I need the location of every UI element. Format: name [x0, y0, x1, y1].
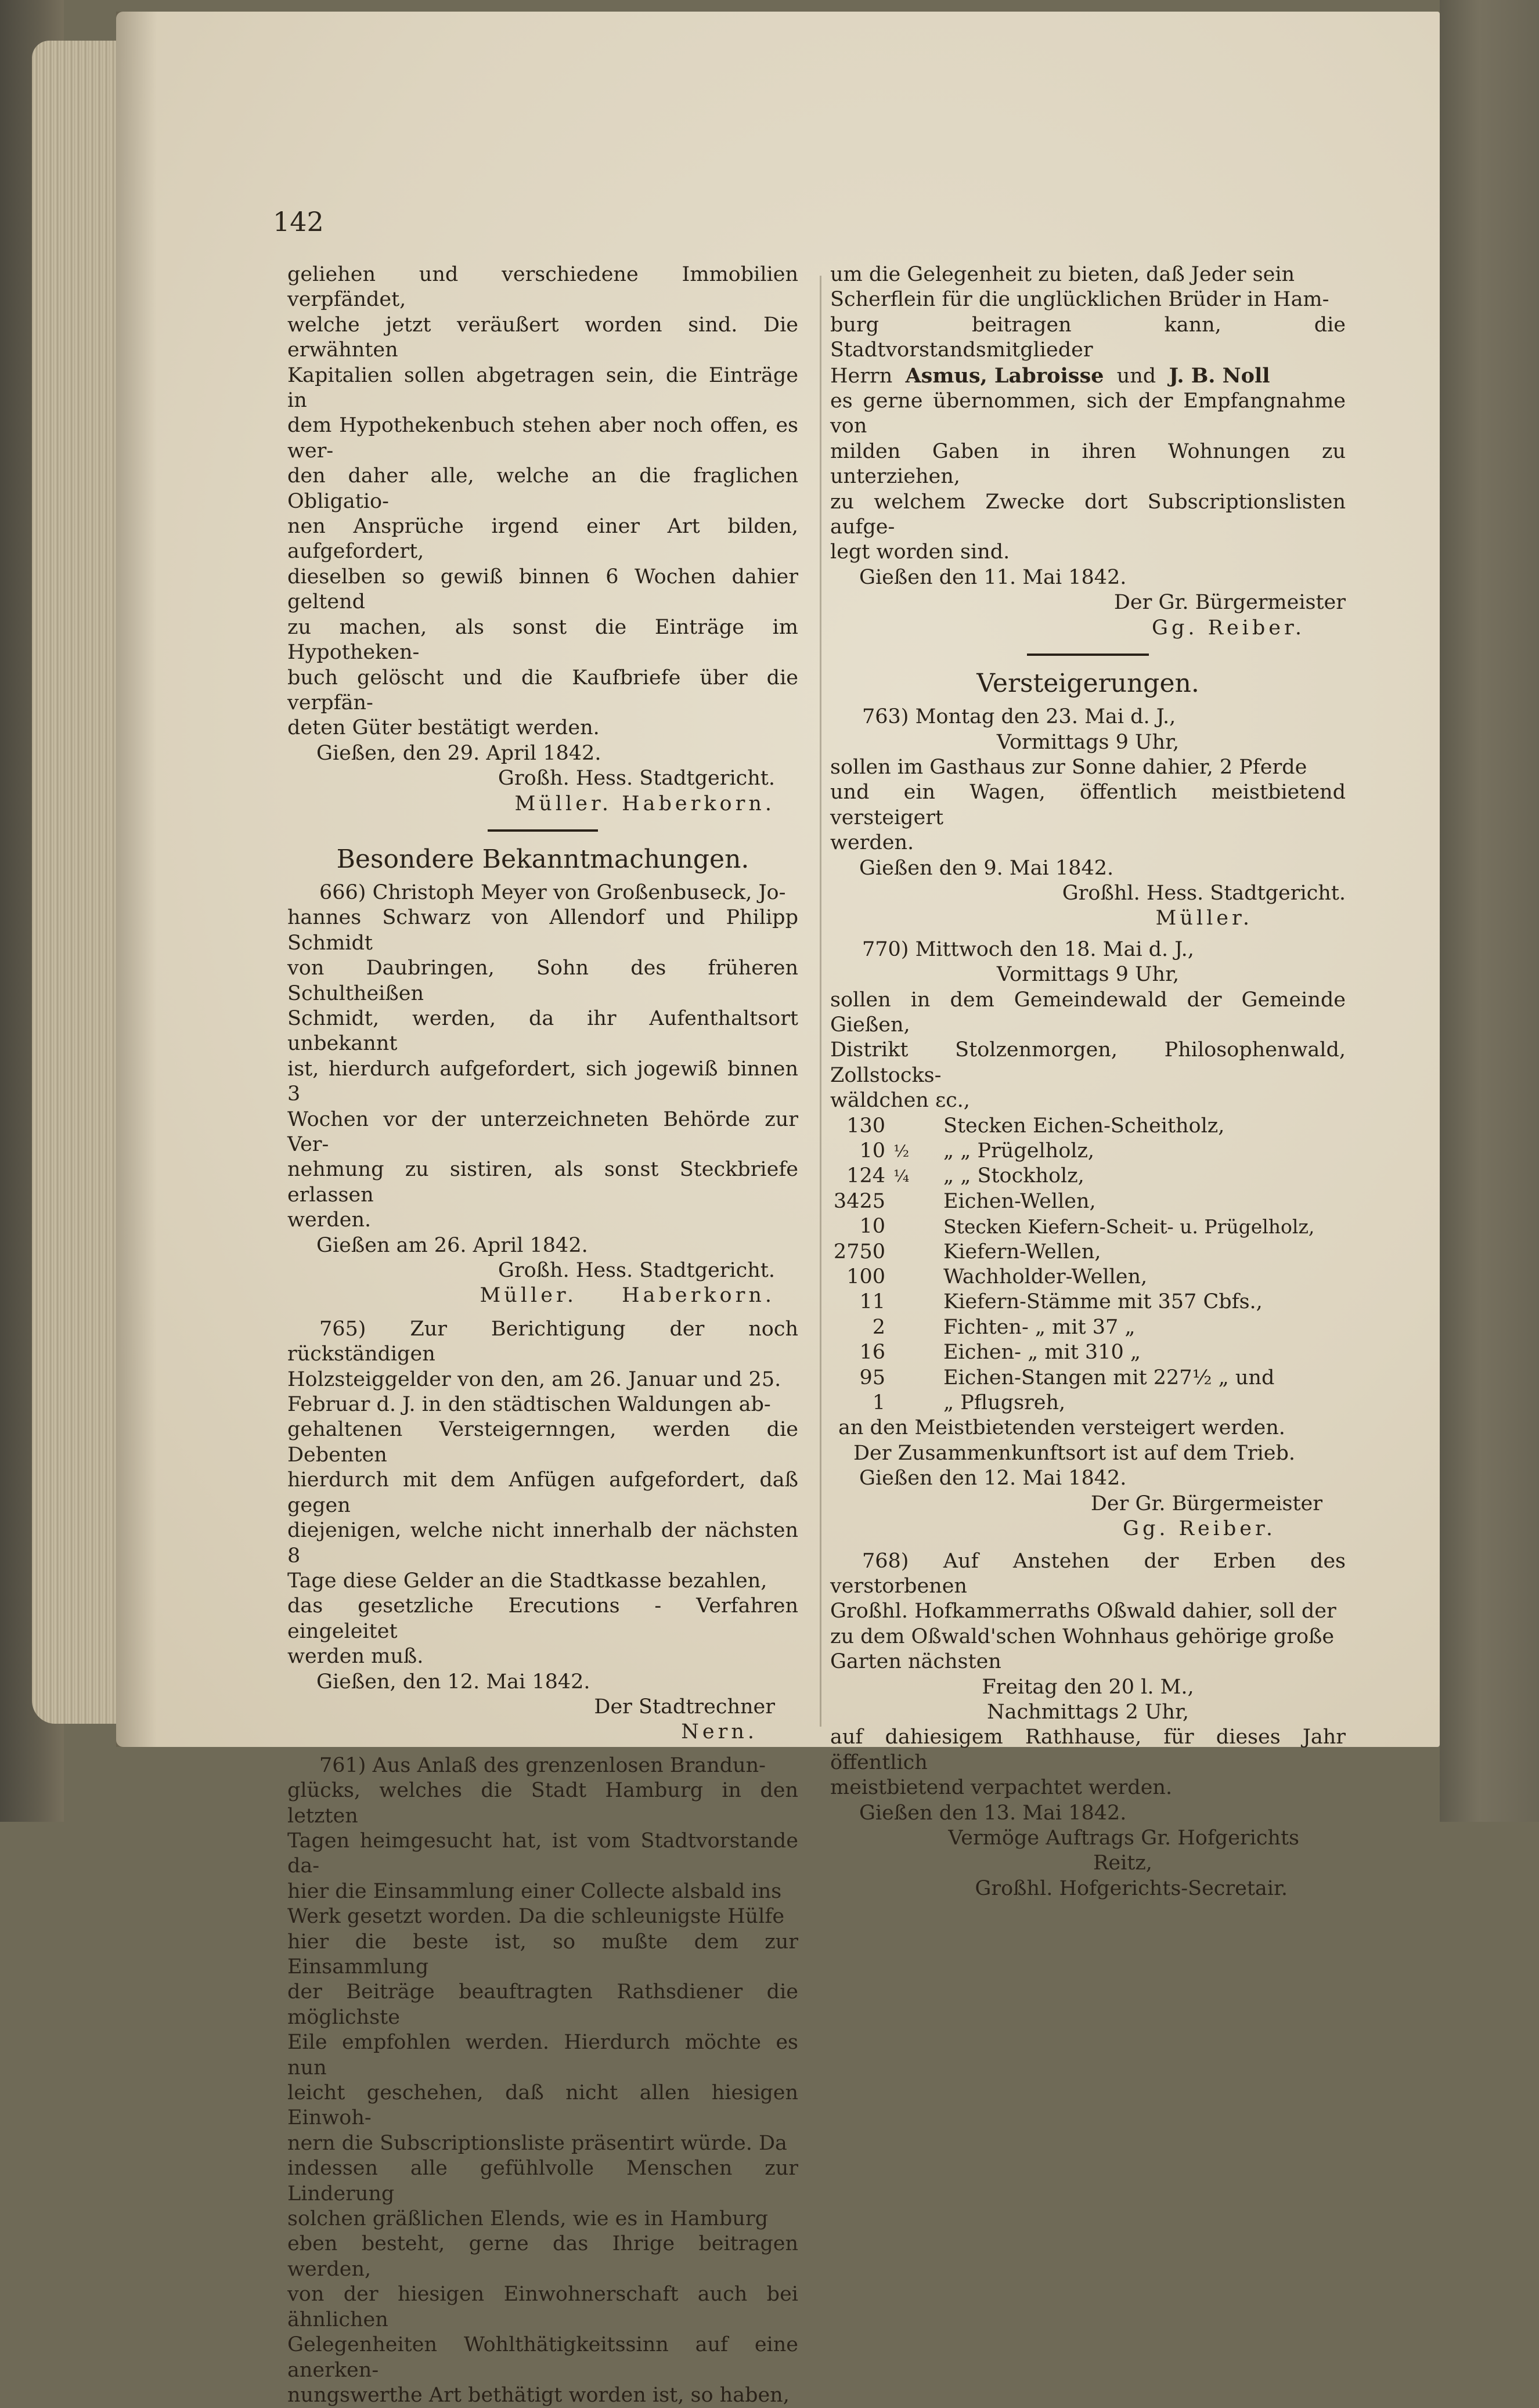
text-line: und ein Wagen, öffentlich meistbietend versteigert — [830, 781, 1346, 829]
text-line: Garten nächsten — [830, 1650, 1001, 1674]
notice-date: Gießen den 11. Mai 1842. — [859, 565, 1127, 589]
timber-item: Kiefern-Wellen, — [943, 1240, 1101, 1263]
timber-quantity: 124 — [846, 1164, 885, 1188]
text-line — [830, 363, 1346, 389]
notice-666 — [287, 880, 798, 1309]
text-line: zu machen, als sonst die Einträge im Hypotheken- — [287, 615, 798, 665]
text-line: gehaltenen Versteigernngen, werden die Debenten — [287, 1418, 798, 1467]
timber-fraction: ¼ — [893, 1167, 910, 1186]
timber-quantity: 11 — [859, 1290, 885, 1314]
text-line: glücks, welches die Stadt Hamburg in den letzten — [287, 1779, 798, 1828]
notice-date: Gießen am 26. April 1842. — [316, 1233, 588, 1257]
timber-item: „ „ Stockholz, — [943, 1164, 1084, 1188]
text-line: Schmidt, werden, da ihr Aufenthaltsort unbekannt — [287, 1006, 798, 1056]
notice-765 — [287, 1317, 798, 1745]
notice-signature-name: Müller. — [1155, 907, 1253, 930]
column-divider — [820, 276, 821, 1727]
notice-770 — [830, 937, 1346, 1542]
timber-item: Kiefern-Stämme mit 357 Cbfs., — [943, 1290, 1263, 1314]
text-line: Vormittags 9 Uhr, — [996, 963, 1180, 987]
text-line: zu dem Oßwald'schen Wohnhaus gehörige große — [830, 1624, 1335, 1648]
text-line: Eile empfohlen werden. Hierdurch möchte es nun — [287, 2031, 798, 2080]
timber-fraction — [893, 1189, 935, 1214]
timber-item: Eichen-Wellen, — [943, 1189, 1096, 1213]
notice-date: Gießen den 12. Mai 1842. — [859, 1467, 1127, 1490]
text-line: Gelegenheiten Wohlthätigkeitssinn auf eine anerken- — [287, 2333, 798, 2382]
text-line: um die Gelegenheit zu bieten, daß Jeder sein — [830, 263, 1295, 286]
text-line: 763) Montag den 23. Mai d. J., — [862, 705, 1176, 729]
text-line: nern die Subscriptionsliste präsentirt würde. Da — [287, 2131, 787, 2155]
timber-fraction — [893, 1114, 935, 1139]
timber-quantity: 10 — [859, 1215, 885, 1239]
text-line: werden. — [830, 831, 914, 855]
text-line: meistbietend verpachtet werden. — [830, 1776, 1173, 1800]
timber-fraction — [893, 1315, 935, 1340]
text-line: legt worden sind. — [830, 540, 1010, 564]
notice-date: Gießen den 9. Mai 1842. — [859, 856, 1114, 880]
timber-fraction — [893, 1366, 935, 1391]
notice-date: Gießen den 13. Mai 1842. — [859, 1801, 1127, 1825]
text-line: 770) Mittwoch den 18. Mai d. J., — [862, 937, 1194, 961]
text-line: eben besteht, gerne das Ihrige beitragen werden, — [287, 2232, 798, 2281]
text-line: 666) Christoph Meyer von Großenbuseck, Jo- — [319, 880, 786, 904]
text-line: buch gelöscht und die Kaufbriefe über die verpfän- — [287, 666, 798, 714]
notice-signature: Der Gr. Bürgermeister — [1090, 1492, 1322, 1515]
notice-761 — [287, 1753, 798, 2408]
text-fragment: und — [1116, 364, 1156, 388]
text-line: welche jetzt veräußert worden sind. Die erwähnten — [287, 313, 798, 362]
text-line: 765) Zur Berichtigung der noch rückständigen — [287, 1317, 798, 1366]
timber-fraction — [893, 1391, 935, 1416]
text-line: hier die Einsammlung einer Collecte alsbald ins — [287, 1879, 782, 1903]
text-fragment: Herrn — [830, 364, 893, 388]
text-line: Der Zusammenkunftsort ist auf dem Trieb. — [853, 1441, 1295, 1465]
left-column — [287, 262, 798, 2408]
text-line: wäldchen ɛc., — [830, 1089, 970, 1113]
text-line: nen Ansprüche irgend einer Art bilden, aufgefordert, — [287, 515, 798, 564]
notice-signature-name: Nern. — [681, 1720, 758, 1744]
text-line: auf dahiesigem Rathhause, für dieses Jahr öffentlich — [830, 1725, 1346, 1774]
text-line: Tagen heimgesucht hat, ist vom Stadtvorstande da- — [287, 1829, 798, 1878]
notice-signature-names: Müller. Haberkorn. — [480, 1284, 775, 1308]
text-line: Distrikt Stolzenmorgen, Philosophenwald, Zollstocks- — [830, 1038, 1346, 1087]
bold-names: J. B. Noll — [1169, 363, 1270, 388]
text-line: den daher alle, welche an die fraglichen Obligatio- — [287, 464, 798, 513]
text-line: dem Hypothekenbuch stehen aber noch offen, es wer- — [287, 414, 798, 463]
notice-signature-title: Großhl. Hofgerichts-Secretair. — [975, 1876, 1288, 1900]
continued-notice — [287, 262, 798, 817]
section-heading-auctions: Versteigerungen. — [976, 669, 1199, 699]
text-line: 761) Aus Anlaß des grenzenlosen Brandun- — [319, 1753, 766, 1777]
text-line: werden. — [287, 1208, 372, 1232]
text-line: von Daubringen, Sohn des früheren Schultheißen — [287, 956, 798, 1005]
timber-item: Stecken Eichen-Scheitholz, — [943, 1114, 1225, 1138]
timber-fraction — [893, 1290, 935, 1315]
notice-763 — [830, 705, 1346, 932]
text-line: leicht geschehen, daß nicht allen hiesigen Einwoh- — [287, 2081, 798, 2130]
section-rule — [1027, 654, 1149, 656]
text-line: Scherflein für die unglücklichen Brüder in Ham- — [830, 288, 1329, 312]
timber-quantity: 95 — [859, 1366, 885, 1389]
text-line: sollen in dem Gemeindewald der Gemeinde Gießen, — [830, 988, 1346, 1037]
text-line: es gerne übernommen, sich der Empfangnahme von — [830, 389, 1346, 438]
timber-quantity: 130 — [846, 1114, 885, 1138]
page-number: 142 — [273, 206, 324, 237]
timber-quantity: 10 — [859, 1139, 885, 1163]
timber-item: Wachholder-Wellen, — [943, 1265, 1148, 1289]
notice-signature: Großhl. Hess. Stadtgericht. — [1062, 881, 1346, 905]
text-line: solchen gräßlichen Elends, wie es in Hamburg — [287, 2207, 768, 2231]
timber-quantity: 100 — [846, 1265, 885, 1289]
timber-fraction: ½ — [893, 1142, 910, 1161]
notice-signature: Vermöge Auftrags Gr. Hofgerichts — [948, 1826, 1299, 1850]
text-line: Holzsteiggelder von den, am 26. Januar und 25. — [287, 1367, 781, 1391]
right-column — [830, 262, 1346, 1901]
text-line: Werk gesetzt worden. Da die schleunigste Hülfe — [287, 1905, 785, 1929]
text-line: hannes Schwarz von Allendorf und Philipp Schmidt — [287, 906, 798, 955]
text-line: milden Gaben in ihren Wohnungen zu unterziehen, — [830, 439, 1346, 489]
timber-list — [830, 1114, 1346, 1416]
text-line: Kapitalien sollen abgetragen sein, die Einträge in — [287, 363, 798, 413]
timber-quantity: 3425 — [833, 1189, 885, 1213]
text-line: Großhl. Hofkammerraths Oßwald dahier, soll der — [830, 1600, 1336, 1623]
text-line: geliehen und verschiedene Immobilien verpfändet, — [287, 263, 798, 312]
timber-fraction — [893, 1340, 935, 1365]
page-gutter-shadow — [116, 12, 157, 1747]
text-line: nungswerthe Art bethätigt worden ist, so haben, — [287, 2383, 790, 2407]
notice-761-continued — [830, 262, 1346, 641]
text-line: hier die beste ist, so mußte dem zur Einsammlung — [287, 1930, 798, 1979]
timber-item: Eichen-Stangen mit 227½ „ und — [943, 1366, 1275, 1389]
text-line: Tage diese Gelder an die Stadtkasse bezahlen, — [287, 1569, 767, 1593]
section-rule — [488, 829, 598, 832]
text-line: zu welchem Zwecke dort Subscriptionslisten aufge- — [830, 490, 1346, 539]
notice-signature: Großh. Hess. Stadtgericht. — [498, 1259, 775, 1283]
text-line: hierdurch mit dem Anfügen aufgefordert, daß gegen — [287, 1468, 798, 1517]
text-line: Freitag den 20 l. M., — [982, 1675, 1194, 1699]
text-line: burg beitragen kann, die Stadtvorstandsmitglieder — [830, 313, 1346, 362]
text-line: an den Meistbietenden versteigert werden. — [838, 1416, 1285, 1440]
notice-date: Gießen, den 29. April 1842. — [316, 741, 601, 765]
timber-item: „ „ Prügelholz, — [943, 1139, 1095, 1163]
text-line: 768) Auf Anstehen der Erben des verstorbenen — [830, 1549, 1346, 1598]
text-line: indessen alle gefühlvolle Menschen zur Linderung — [287, 2157, 798, 2205]
timber-quantity: 16 — [859, 1341, 885, 1364]
timber-quantity: 1 — [872, 1391, 885, 1415]
notice-768 — [830, 1549, 1346, 1902]
timber-item: Fichten- „ mit 37 „ — [943, 1315, 1136, 1339]
text-line: Vormittags 9 Uhr, — [996, 730, 1180, 754]
notice-signature-name: Gg. Reiber. — [1122, 1517, 1276, 1541]
notice-signature-names: Müller. Haberkorn. — [514, 792, 775, 815]
text-line: dieselben so gewiß binnen 6 Wochen dahier geltend — [287, 565, 798, 614]
notice-signature-name: Reitz, — [1093, 1851, 1152, 1875]
text-line: Nachmittags 2 Uhr, — [987, 1700, 1189, 1724]
text-line: sollen im Gasthaus zur Sonne dahier, 2 Pferde — [830, 755, 1307, 779]
timber-fraction — [893, 1265, 935, 1290]
notice-signature: Der Stadtrechner — [594, 1695, 775, 1719]
notice-signature-name: Gg. Reiber. — [1151, 616, 1305, 640]
text-line: ist, hierdurch aufgefordert, sich jogewiß binnen 3 — [287, 1057, 798, 1106]
timber-fraction — [893, 1214, 935, 1239]
text-line: Wochen vor der unterzeichneten Behörde zur Ver- — [287, 1107, 798, 1156]
text-line: diejenigen, welche nicht innerhalb der nächsten 8 — [287, 1519, 798, 1568]
timber-fraction — [893, 1240, 935, 1265]
timber-item: Eichen- „ mit 310 „ — [943, 1341, 1141, 1364]
text-line: das gesetzliche Erecutions - Verfahren eingeleitet — [287, 1594, 798, 1643]
timber-item: „ Pflugsreh, — [943, 1391, 1066, 1415]
text-line: werden muß. — [287, 1645, 424, 1669]
section-heading-special-notices: Besondere Bekanntmachungen. — [336, 844, 749, 874]
text-line: der Beiträge beauftragten Rathsdiener die möglichste — [287, 1980, 798, 2029]
text-line: nehmung zu sistiren, als sonst Steckbriefe erlassen — [287, 1158, 798, 1207]
bold-names: Asmus, Labroisse — [905, 363, 1104, 388]
timber-quantity: 2750 — [833, 1240, 885, 1263]
notice-signature: Großh. Hess. Stadtgericht. — [498, 767, 775, 790]
facing-page-edge — [1440, 0, 1539, 1822]
notice-date: Gießen, den 12. Mai 1842. — [316, 1670, 590, 1694]
notice-signature: Der Gr. Bürgermeister — [1113, 591, 1346, 615]
text-line: von der hiesigen Einwohnerschaft auch bei ähnlichen — [287, 2283, 798, 2331]
text-line: Februar d. J. in den städtischen Waldungen ab- — [287, 1393, 771, 1417]
text-line: deten Güter bestätigt werden. — [287, 716, 600, 740]
timber-item: Stecken Kiefern-Scheit- u. Prügelholz, — [943, 1215, 1315, 1239]
timber-quantity: 2 — [872, 1315, 885, 1339]
